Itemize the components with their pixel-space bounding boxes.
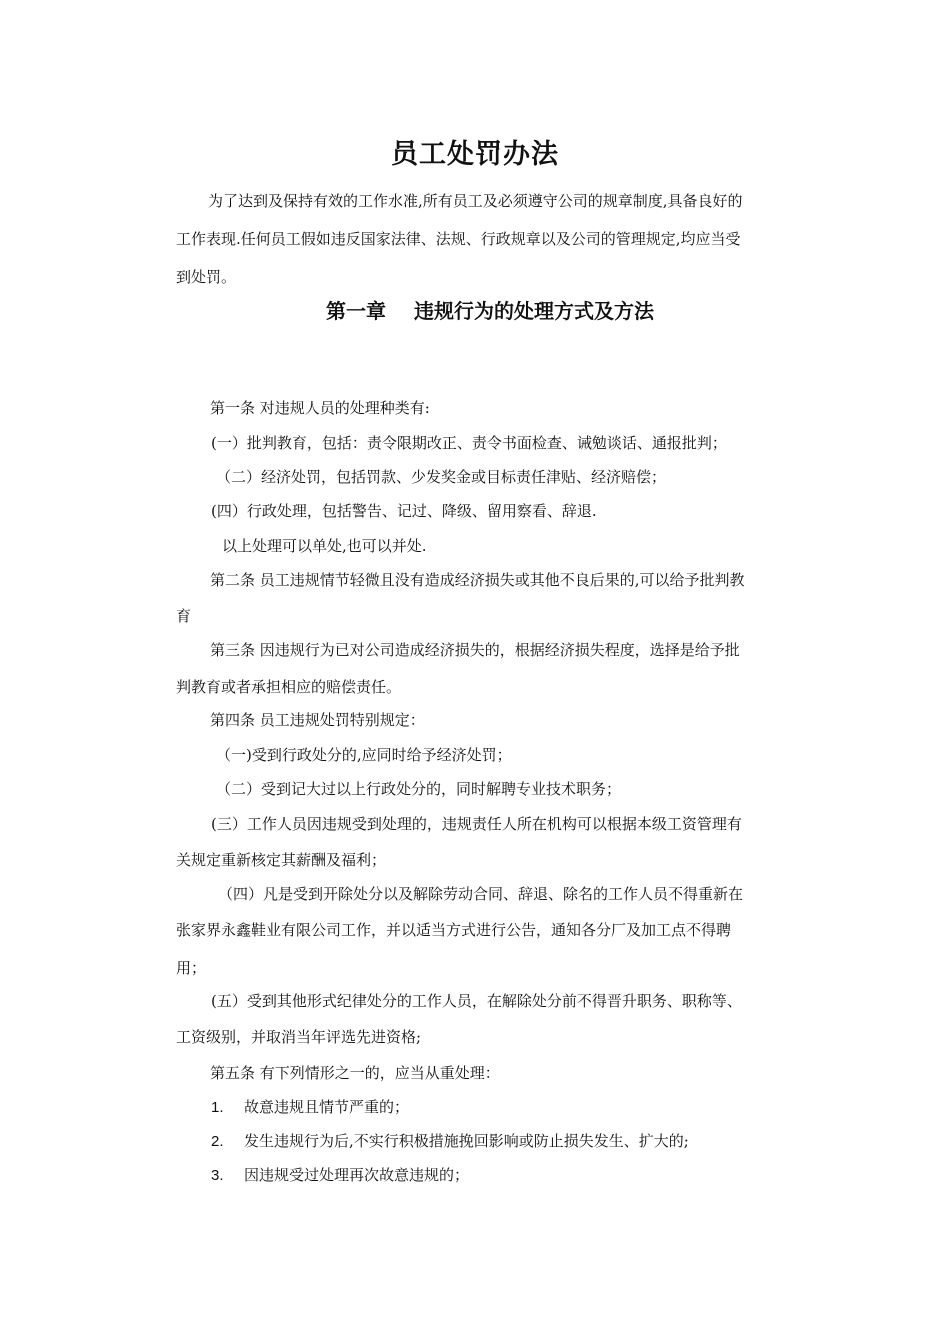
article-line: 第三条 因违规行为已对公司造成经济损失的，根据经济损失程度，选择是给予批 [210, 641, 740, 659]
intro-line: 到处罚。 [176, 268, 237, 286]
intro-line: 为了达到及保持有效的工作水准,所有员工及必须遵守公司的规章制度,具备良好的 [208, 192, 743, 210]
item-number: 1. [211, 1099, 224, 1116]
article-line: 张家界永鑫鞋业有限公司工作，并以适当方式进行公告，通知各分厂及加工点不得聘 [176, 921, 732, 939]
article-line: 关规定重新核定其薪酬及福利； [176, 851, 387, 869]
article-line: 第五条 有下列情形之一的，应当从重处理： [210, 1064, 500, 1082]
chapter-heading [0, 295, 950, 324]
article-line: 育 [176, 607, 192, 625]
article-line: 判教育或者承担相应的赔偿责任。 [176, 678, 402, 696]
item-text: 发生违规行为后,不实行积极措施挽回影响或防止损失发生、扩大的; [244, 1132, 689, 1150]
article-line: (五）受到其他形式纪律处分的工作人员，在解除处分前不得晋升职务、职称等、 [211, 992, 742, 1010]
item-text: 故意违规且情节严重的； [244, 1098, 410, 1116]
item-number: 2. [211, 1133, 224, 1150]
chapter-number: 第一章 [326, 299, 386, 323]
article-line: (四）行政处理，包括警告、记过、降级、留用察看、辞退. [211, 502, 597, 520]
article-line: （一)受到行政处分的,应同时给予经济处罚； [216, 746, 512, 764]
numbered-item [211, 1097, 409, 1118]
article-line: (三）工作人员因违规受到处理的，违规责任人所在机构可以根据本级工资管理有 [211, 815, 742, 833]
article-line: 以上处理可以单处,也可以并处. [222, 537, 427, 555]
item-text: 因违规受过处理再次故意违规的； [244, 1166, 470, 1184]
numbered-item [211, 1131, 689, 1152]
article-line: 第二条 员工违规情节轻微且没有造成经济损失或其他不良后果的,可以给予批判教 [210, 571, 745, 589]
document-title: 员工处罚办法 [391, 139, 559, 170]
article-line: 工资级别，并取消当年评选先进资格; [176, 1028, 422, 1046]
item-number: 3. [211, 1167, 224, 1184]
article-line: （二）经济处罚，包括罚款、少发奖金或目标责任津贴、经济赔偿； [216, 468, 667, 486]
article-line: （二）受到记大过以上行政处分的，同时解聘专业技术职务； [216, 780, 622, 798]
article-line: (一）批判教育，包括：责令限期改正、责令书面检查、诫勉谈话、通报批判； [211, 434, 727, 452]
article-line: 第四条 员工违规处罚特别规定： [210, 711, 425, 729]
article-line: 用； [176, 959, 207, 977]
article-line: 第一条 对违规人员的处理种类有: [210, 399, 430, 417]
numbered-item [211, 1165, 469, 1186]
intro-line: 工作表现.任何员工假如违反国家法律、法规、行政规章以及公司的管理规定,均应当受 [176, 230, 741, 248]
article-line: （四）凡是受到开除处分以及解除劳动合同、辞退、除名的工作人员不得重新在 [218, 885, 744, 903]
chapter-title: 违规行为的处理方式及方法 [414, 299, 654, 323]
